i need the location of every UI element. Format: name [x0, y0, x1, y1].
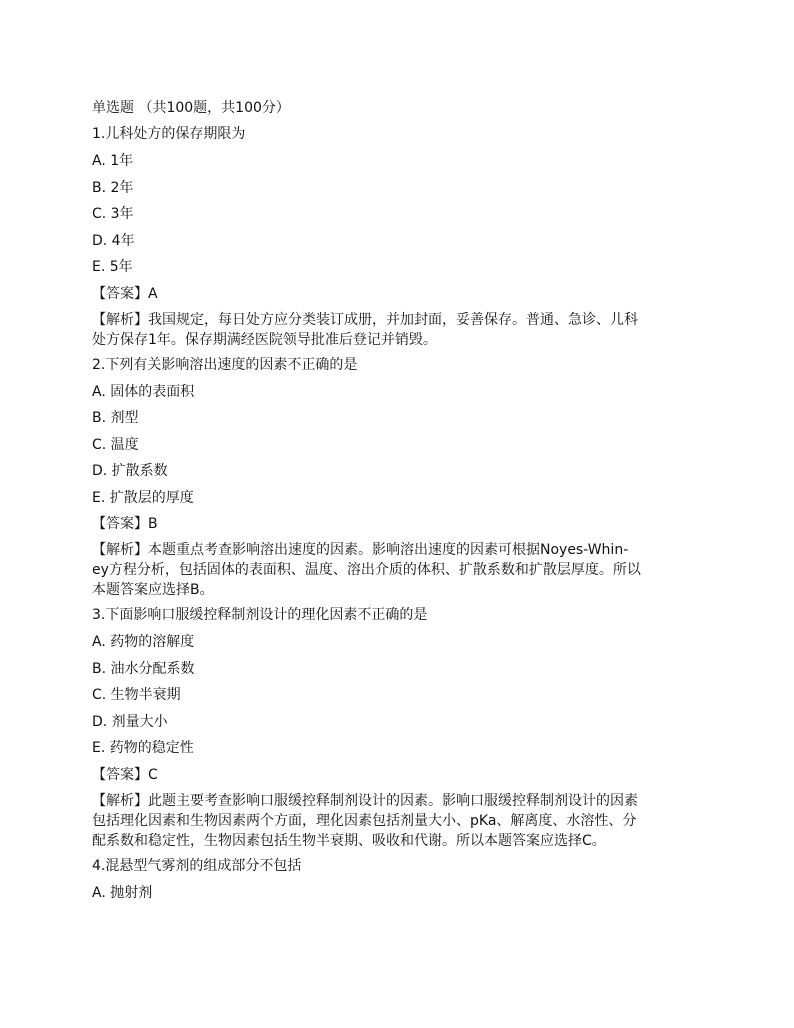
question-title: 3.下面影响口服缓控释制剂设计的理化因素不正确的是 [92, 607, 428, 623]
answer-line [92, 514, 712, 534]
question-title: 4.混悬型气雾剂的组成部分不包括 [92, 857, 302, 874]
question-3 [92, 605, 712, 851]
question-2 [92, 355, 712, 601]
option-c: C. 3年 [92, 206, 134, 222]
option-a: A. 固体的表面积 [92, 383, 195, 400]
explanation-text: 此题主要考查影响口服缓控释制剂设计的因素。影响口服缓控释制剂设计的因素 [148, 792, 638, 809]
explanation-line [92, 540, 712, 560]
answer-line [92, 765, 712, 785]
option-b: B. 2年 [92, 179, 134, 196]
option-c: C. 生物半衰期 [92, 687, 181, 703]
option-d: D. 扩散系数 [92, 463, 168, 479]
explanation-line [92, 791, 712, 811]
question-1 [92, 124, 712, 350]
explanation-tag: 【解析】 [92, 311, 148, 328]
option-b: B. 剂型 [92, 410, 139, 426]
explanation-line [92, 310, 712, 330]
explanation-tag: 【解析】 [92, 542, 148, 558]
explanation-line: ey方程分析，包括固体的表面积、温度、溶出介质的体积、扩散系数和扩散层厚度。所以 [92, 562, 641, 578]
option-a: A. 抛射剂 [92, 884, 153, 901]
option-c: C. 温度 [92, 436, 139, 453]
question-title: 2.下列有关影响溶出速度的因素不正确的是 [92, 356, 358, 373]
option-e: E. 扩散层的厚度 [92, 489, 194, 506]
option-e: E. 5年 [92, 259, 133, 275]
explanation-line: 包括理化因素和生物因素两个方面，理化因素包括剂量大小、pKa、解离度、水溶性、分 [92, 812, 637, 829]
answer-tag: 【答案】 [92, 516, 148, 532]
explanation [92, 310, 712, 350]
question-title: 1.儿科处方的保存期限为 [92, 126, 246, 142]
explanation-line: 配系数和稳定性，生物因素包括生物半衰期、吸收和代谢。所以本题答案应选择C。 [92, 832, 606, 849]
answer-tag: 【答案】 [92, 285, 148, 302]
section-header: 单选题 （共100题，共100分） [92, 100, 290, 116]
option-d: D. 4年 [92, 232, 135, 249]
answer-value: B [148, 516, 158, 532]
option-a: A. 1年 [92, 153, 134, 169]
explanation-text: 我国规定，每日处方应分类装订成册，并加封面，妥善保存。普通、急诊、儿科 [148, 311, 638, 328]
answer-value: A [148, 285, 158, 302]
document-body [92, 98, 712, 909]
explanation [92, 540, 712, 600]
question-4 [92, 856, 712, 903]
option-b: B. 油水分配系数 [92, 660, 195, 677]
option-a: A. 药物的溶解度 [92, 634, 195, 650]
explanation-line: 处方保存1年。保存期满经医院领导批准后登记并销毁。 [92, 331, 437, 348]
option-e: E. 药物的稳定性 [92, 740, 194, 756]
explanation-text: 本题重点考查影响溶出速度的因素。影响溶出速度的因素可根据Noyes-Whin- [148, 542, 629, 558]
answer-tag: 【答案】 [92, 766, 148, 783]
explanation-tag: 【解析】 [92, 792, 148, 809]
answer-value: C [148, 766, 158, 783]
answer-line [92, 284, 712, 304]
explanation-line: 本题答案应选择B。 [92, 582, 214, 598]
option-d: D. 剂量大小 [92, 713, 168, 730]
explanation [92, 791, 712, 851]
